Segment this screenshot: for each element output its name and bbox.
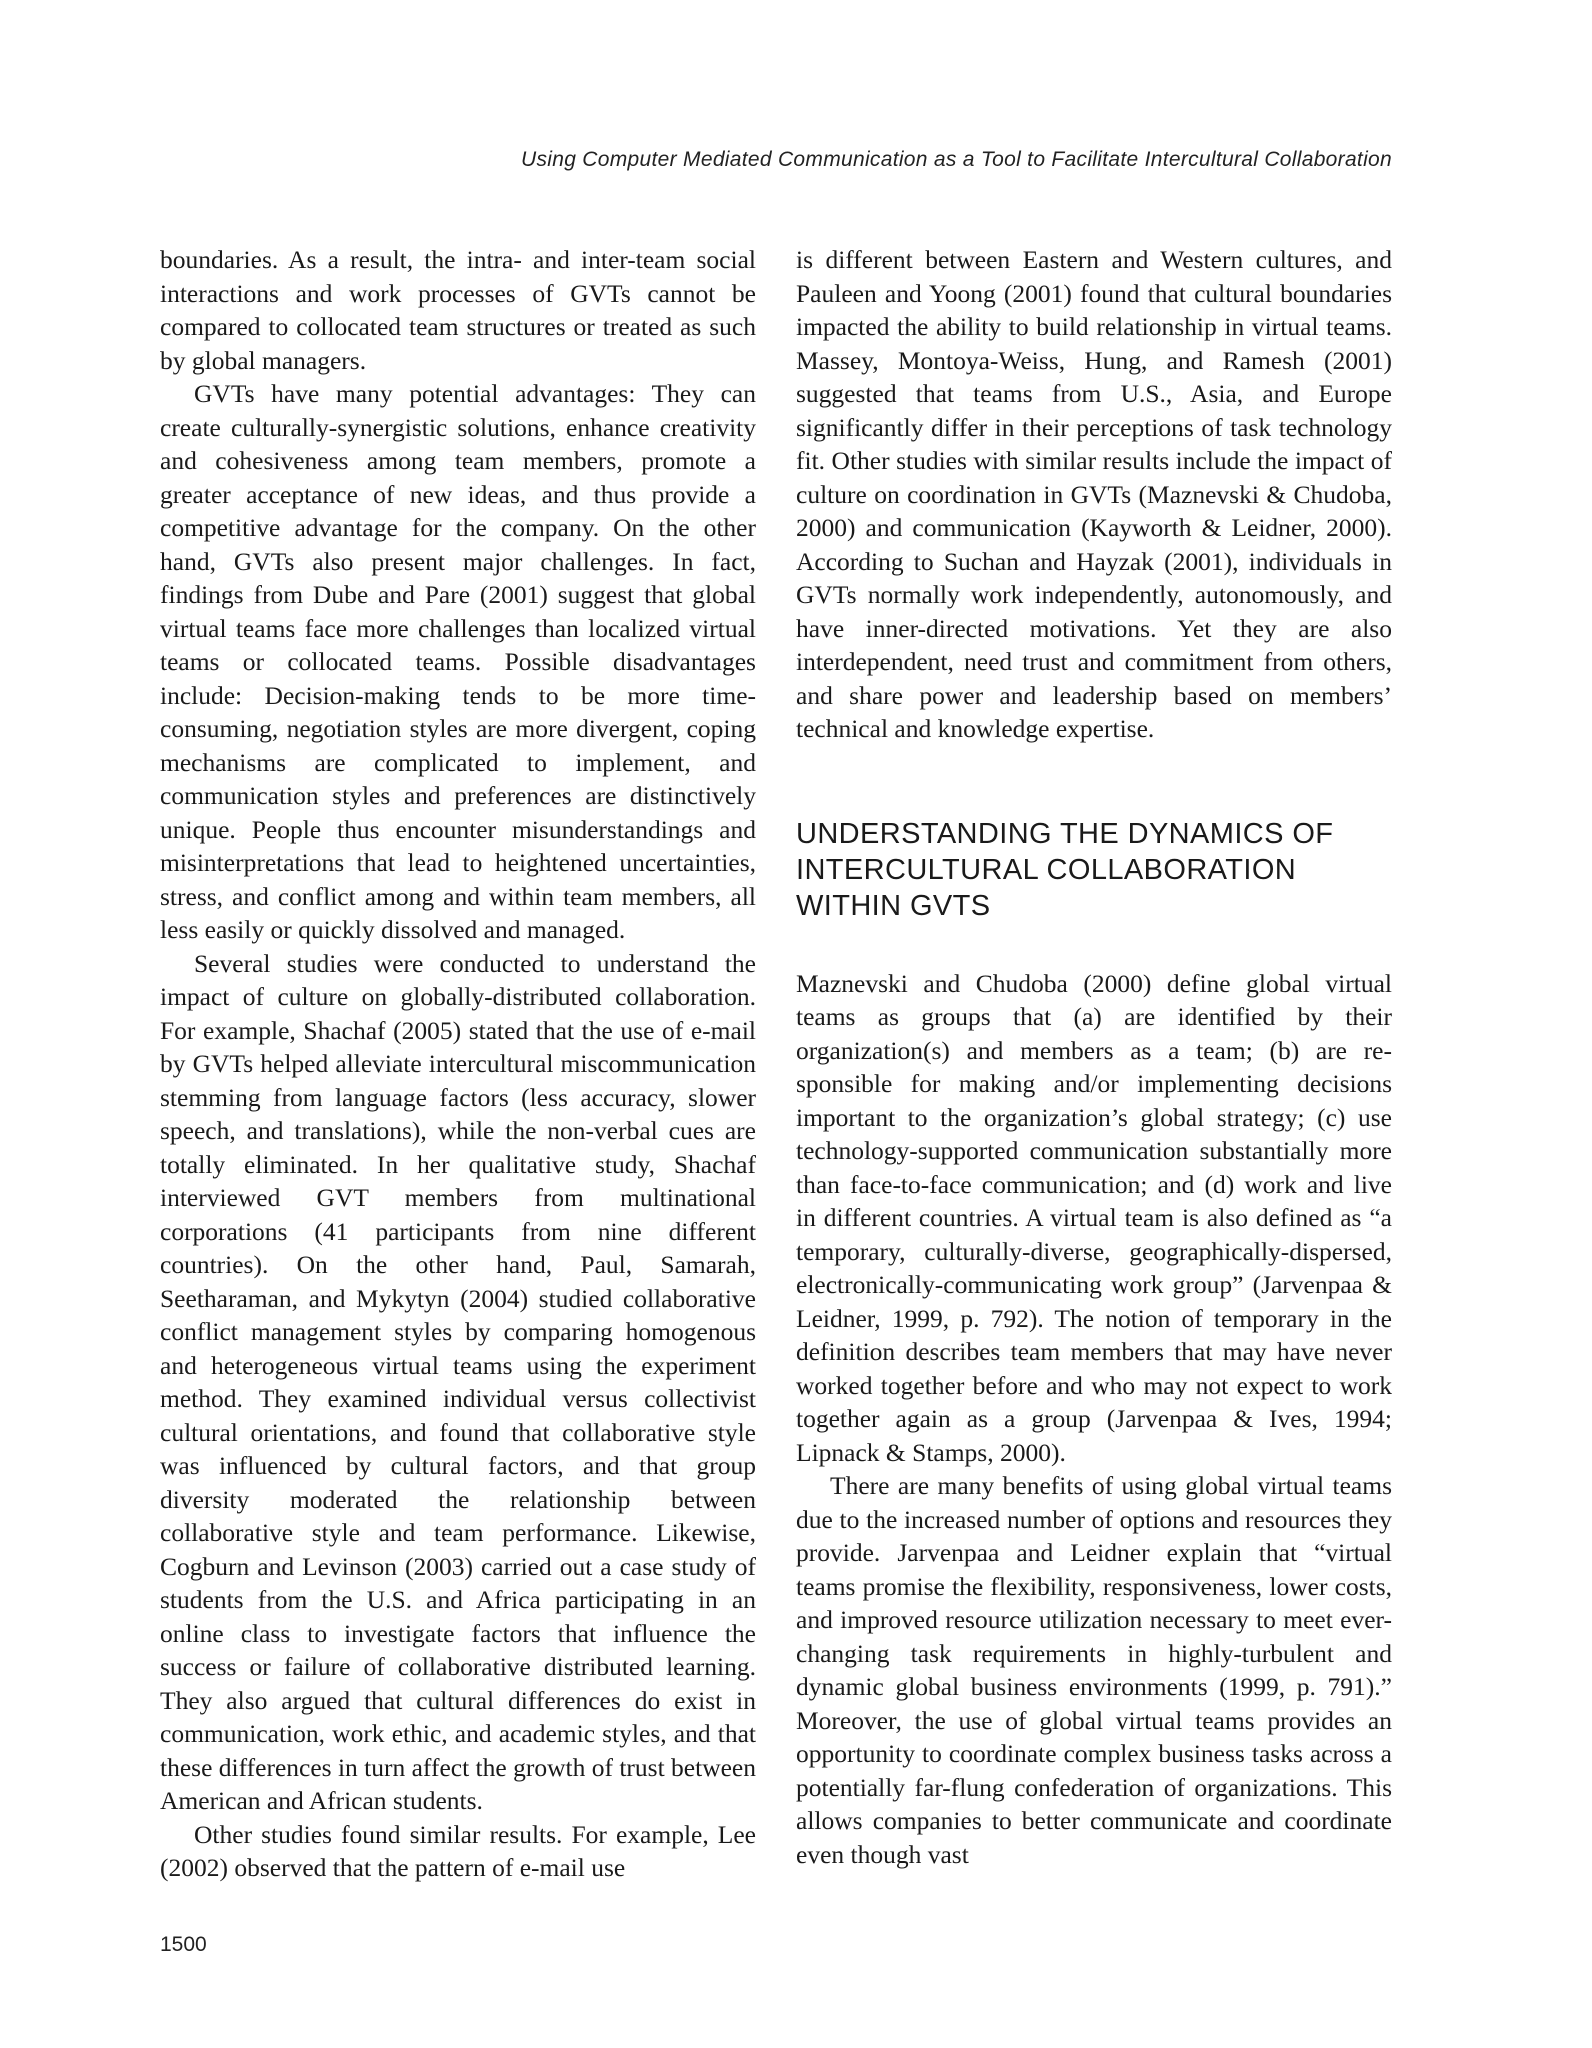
body-paragraph: Other studies found similar results. For example, Lee (2002) observed that the pattern of e-mail use bbox=[160, 1819, 756, 1882]
left-column bbox=[160, 243, 756, 1885]
body-paragraph: is different between Eastern and Western cultures, and Pauleen and Yoong (2001) found that cultural boundaries impacted the ability to build relationship in virtual teams. Massey, Montoya-Weiss, Hung, and Ramesh (2001) suggested that teams from U.S., Asia, and Europe significantly differ in their perceptions of task technology fit. Other studies with similar results include the impact of culture on coordination in GVTs (Maznevski & Chudoba, 2000) and communication (Kayworth & Leidner, 2000). According to Suchan and Hayzak (2001), individuals in GVTs normally work independently, autonomously, and have inner-directed motivations. Yet they are also interdependent, need trust and commitment from others, and share power and leadership based on members’ technical and knowledge expertise. bbox=[796, 245, 1392, 743]
body-paragraph: Maznevski and Chudoba (2000) define global virtual teams as groups that (a) are identified by their organization(s) and members as a team; (b) are responsible for making and/or implementing decisions important to the organization’s global strategy; (c) use technology-supported communication substantially more than face-to-face communication; and (d) work and live in different countries. A virtual team is also defined as “a temporary, culturally-diverse, geographically-dispersed, electronically-communicating work group” (Jarvenpaa & Leidner, 1999, p. 792). The notion of temporary in the definition describes team members that may have never worked together before and who may not expect to work together again as a group (Jarvenpaa & Ives, 1994; Lipnack & Stamps, 2000). bbox=[796, 968, 1392, 1467]
body-paragraph: There are many benefits of using global virtual teams due to the increased number of options and resources they provide. Jarvenpaa and Leidner explain that “virtual teams promise the flexibility, responsiveness, lower costs, and improved resource utilization necessary to meet ever-changing task requirements in highly-turbulent and dynamic global business environments (1999, p. 791).” Moreover, the use of global virtual teams provides an opportunity to coordinate complex business tasks across a potentially far-flung confederation of organizations. This allows companies to better communicate and coordinate even though vast bbox=[796, 1471, 1392, 1869]
body-paragraph: boundaries. As a result, the intra- and inter-team social interactions and work processes of GVTs cannot be compared to collocated team structures or treated as such by global managers. bbox=[160, 245, 756, 375]
body-paragraph: Several studies were conducted to understand the impact of culture on globally-distributed collaboration. For example, Shachaf (2005) stated that the use of e-mail by GVTs helped alleviate intercultural miscommunication stemming from language factors (less accuracy, slower speech, and translations), while the non-verbal cues are totally eliminated. In her qualitative study, Shachaf interviewed GVT members from multinational corporations (41 participants from nine different countries). On the other hand, Paul, Samarah, Seetharaman, and Mykytyn (2004) studied collaborative conflict management styles by comparing homogenous and heterogeneous virtual teams using the experiment method. They examined individual versus collectivist cultural orientations, and found that collaborative style was influenced by cultural factors, and that group diversity moderated the relationship between collaborative style and team performance. Likewise, Cogburn and Levinson (2003) carried out a case study of students from the U.S. and Africa participating in an online class to investigate factors that influence the success or failure of collaborative distributed learning. They also argued that cultural differences do exist in communication, work ethic, and academic styles, and that these differences in turn affect the growth of trust between American and African students. bbox=[160, 948, 756, 1815]
body-paragraph: GVTs have many potential advantages: They can create culturally-synergistic solutions, enhance creativity and cohesiveness among team members, promote a greater acceptance of new ideas, and thus provide a competitive advantage for the company. On the other hand, GVTs also present major challenges. In fact, findings from Dube and Pare (2001) suggest that global virtual teams face more challenges than localized virtual teams or collocated teams. Possible disadvantages include: Decision-making tends to be more time-consuming, negotiation styles are more divergent, coping mechanisms are complicated to implement, and communication styles and preferences are distinctively unique. People thus encounter misunderstandings and misinterpretations that lead to heightened uncertainties, stress, and conflict among and within team members, all less easily or quickly dissolved and managed. bbox=[160, 379, 756, 944]
running-header-title: Using Computer Mediated Communication as a Tool to Facilitate Intercultural Collaboration bbox=[520, 148, 1392, 171]
page-number: 1500 bbox=[160, 1933, 207, 1956]
section-heading: UNDERSTANDING THE DYNAMICS OF INTERCULTURAL COLLABORATION WITHIN GVTS bbox=[796, 817, 1334, 922]
right-column bbox=[796, 243, 1392, 1871]
